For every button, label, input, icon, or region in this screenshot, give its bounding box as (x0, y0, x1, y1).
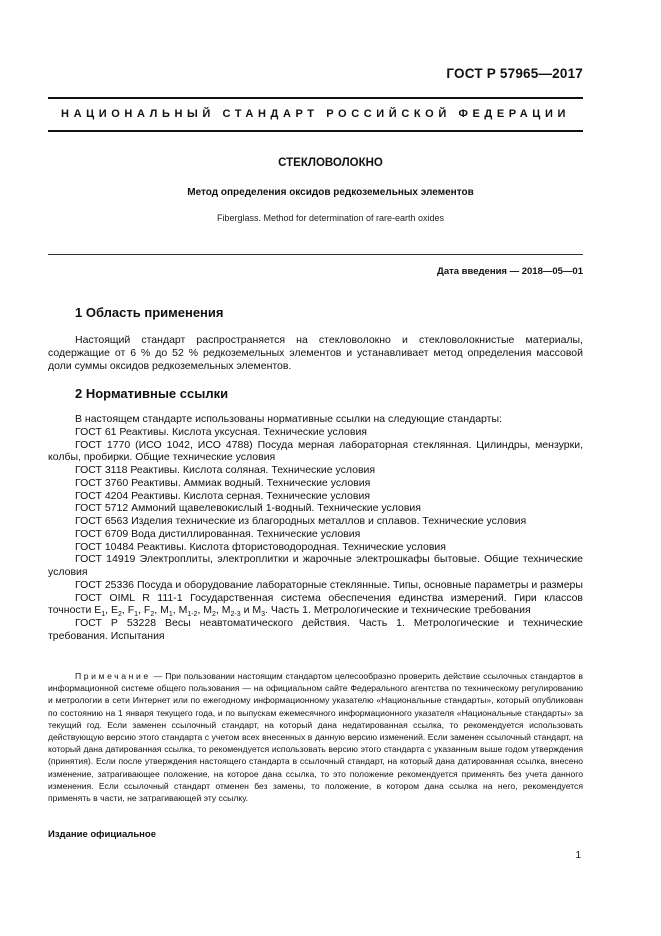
reference-item: ГОСТ Р 53228 Весы неавтоматического действия. Часть 1. Метрологические и технические требования. Испытания (48, 617, 583, 642)
reference-item: ГОСТ 25336 Посуда и оборудование лабораторные стеклянные. Типы, основные параметры и размеры (75, 578, 583, 591)
note-text: — При пользовании настоящим стандартом целесообразно проверить действие ссылочных стандартов в информационной системе общего пользования — на официальном сайте Федерального агентства по техническому регулированию и метрологии в сети Интернет или по ежегодному информационному указателю «Национальные стандарты», который опубликован по состоянию на 1 января текущего года, и по выпускам ежемесячного информационного указателя «Национальные стандарты» за текущий год. Если заменен ссылочный стандарт, на который дана недатированная ссылка, то рекомендуется использовать действующую версию этого стандарта с учетом всех внесенных в данную версию изменений. Если заменен ссылочный стандарт, на который дана датированная ссылка, то рекомендуется использовать версию этого стандарта с указанным выше годом утверждения (принятия). Если после утверждения настоящего стандарта в ссылочный стандарт, на который дана датированная ссылка, внесено изменение, затрагивающее положение, на которое дана ссылка, то это положение рекомендуется применять без учета данного изменения. Если ссылочный стандарт отменен без замены, то положение, в котором дана ссылка на него, рекомендуется применять в части, не затрагивающей эту ссылку. (48, 671, 583, 804)
reference-item: ГОСТ 14919 Электроплиты, электроплитки и жарочные электрошкафы бытовые. Общие технические условия (48, 553, 583, 578)
header-rule-bottom (48, 130, 583, 132)
reference-item: ГОСТ 61 Реактивы. Кислота уксусная. Технические условия (75, 425, 367, 438)
national-standard-title: НАЦИОНАЛЬНЫЙ СТАНДАРТ РОССИЙСКОЙ ФЕДЕРАЦИИ (61, 108, 570, 120)
official-edition-label: Издание официальное (48, 829, 156, 840)
reference-item: ГОСТ 6709 Вода дистиллированная. Технические условия (75, 527, 361, 540)
references-note (48, 670, 583, 804)
title-rule (48, 254, 583, 255)
section-2-heading: 2 Нормативные ссылки (75, 386, 229, 401)
header-rule-top (48, 97, 583, 99)
standard-subtitle: Метод определения оксидов редкоземельных элементов (187, 187, 474, 198)
reference-item: ГОСТ 3760 Реактивы. Аммиак водный. Технические условия (75, 476, 371, 489)
section-1-heading: 1 Область применения (75, 305, 224, 320)
reference-item: ГОСТ 3118 Реактивы. Кислота соляная. Технические условия (75, 464, 376, 476)
standard-english-title: Fiberglass. Method for determination of rare-earth oxides (216, 213, 445, 223)
effective-date: Дата введения — 2018—05—01 (437, 266, 583, 277)
reference-item-oiml: ГОСТ OIML R 111-1 Государственная система обеспечения единства измерений. Гири классов точности $E_1$, $E_2$, $F_1$, $F_2$, $M_1$, $M_{1-2}$, $M_2$, $M_{2-3}$ и $M_3$. Часть 1. Метрологические и технические требования (48, 591, 583, 619)
reference-item: ГОСТ 6563 Изделия технические из благородных металлов и сплавов. Технические условия (75, 515, 527, 527)
references-intro: В настоящем стандарте использованы нормативные ссылки на следующие стандарты: (75, 413, 502, 425)
section-1-text: Настоящий стандарт распространяется на стекловолокно и стекловолокнистые материалы, содержащие от 6 % до 52 % редкоземельных элементов и устанавливает метод определения массовой доли суммы оксидов редкоземельных элементов. (48, 334, 583, 373)
note-label: Примечание (75, 671, 151, 681)
document-number: ГОСТ Р 57965—2017 (446, 66, 583, 81)
normative-references (48, 413, 583, 643)
reference-item: ГОСТ 5712 Аммоний щавелевокислый 1-водный. Технические условия (75, 502, 421, 515)
standard-title: СТЕКЛОВОЛОКНО (278, 157, 383, 169)
reference-item: ГОСТ 1770 (ИСО 1042, ИСО 4788) Посуда мерная лабораторная стеклянная. Цилиндры, мензурки, колбы, пробирки. Общие технические условия (48, 438, 583, 464)
reference-item: ГОСТ 10484 Реактивы. Кислота фтористоводородная. Технические условия (75, 540, 446, 553)
page-number: 1 (575, 850, 581, 861)
reference-item: ГОСТ 4204 Реактивы. Кислота серная. Технические условия (75, 489, 371, 502)
